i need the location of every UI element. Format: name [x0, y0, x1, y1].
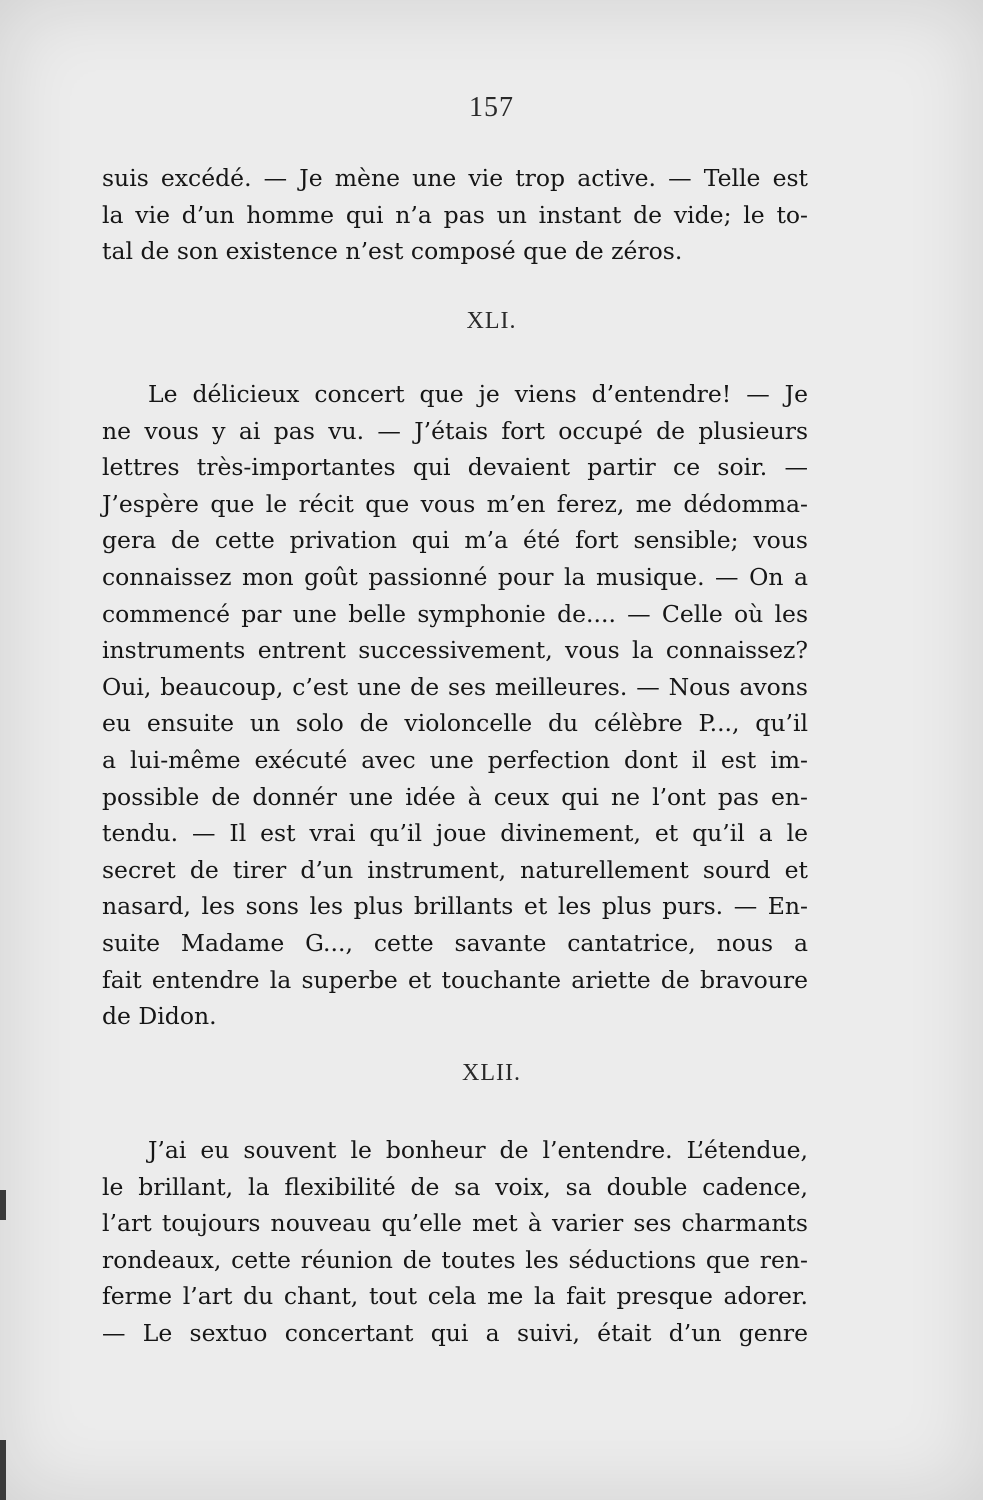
text-line: tendu. — Il est vrai qu’il joue divinement, et qu’il a le [102, 819, 808, 848]
text-line: la vie d’un homme qui n’a pas un instant de vide; le to- [102, 200, 808, 229]
text-line: ferme l’art du chant, tout cela me la fait presque adorer. [102, 1282, 808, 1311]
text-line: nasard, les sons les plus brillants et les plus purs. — En- [102, 892, 808, 921]
section-heading-xli: XLI. [466, 308, 517, 334]
text-line: J’ai eu souvent le bonheur de l’entendre. L’étendue, [148, 1136, 808, 1164]
text-line: rondeaux, cette réunion de toutes les séductions que ren- [102, 1245, 808, 1274]
text-line: lettres très-importantes qui devaient partir ce soir. — [102, 453, 808, 482]
text-line: commencé par une belle symphonie de.... — Celle où les [102, 599, 808, 628]
text-line: l’art toujours nouveau qu’elle met à varier ses charmants [102, 1209, 808, 1238]
text-line: — Le sextuo concertant qui a suivi, était d’un genre [102, 1318, 808, 1347]
paragraph-continued [102, 160, 808, 270]
page-edge-shadow-bottom [0, 1440, 6, 1500]
text-line: connaissez mon goût passionné pour la musique. — On a [102, 562, 808, 591]
paragraph-xli [102, 376, 808, 1035]
page-number: 157 [469, 92, 514, 123]
text-line: a lui-même exécuté avec une perfection dont il est im- [102, 745, 808, 774]
text-line: gera de cette privation qui m’a été fort sensible; vous [102, 526, 808, 555]
text-line: suis excédé. — Je mène une vie trop active. — Telle est [102, 164, 808, 192]
text-line: eu ensuite un solo de violoncelle du célèbre P..., qu’il [102, 709, 808, 738]
text-line: ne vous y ai pas vu. — J’étais fort occupé de plusieurs [102, 416, 808, 445]
section-heading-xlii: XLII. [462, 1060, 521, 1086]
text-line: instruments entrent successivement, vous la connaissez? [102, 636, 808, 665]
text-line: J’espère que le récit que vous m’en ferez, me dédomma- [102, 489, 808, 518]
paragraph-xlii [102, 1132, 808, 1352]
text-line: suite Madame G..., cette savante cantatrice, nous a [102, 928, 808, 957]
text-line: fait entendre la superbe et touchante ariette de bravoure [102, 965, 808, 994]
text-line: le brillant, la flexibilité de sa voix, sa double cadence, [102, 1172, 808, 1201]
text-line: secret de tirer d’un instrument, naturellement sourd et [102, 855, 808, 884]
text-line: Le délicieux concert que je viens d’entendre! — Je [148, 380, 808, 408]
text-line: Oui, beaucoup, c’est une de ses meilleures. — Nous avons [102, 672, 808, 701]
text-line: de Didon. [102, 1002, 217, 1031]
page-edge-shadow [0, 1190, 6, 1220]
text-line: possible de donnér une idée à ceux qui ne l’ont pas en- [102, 782, 808, 811]
text-line: tal de son existence n’est composé que de zéros. [102, 237, 683, 266]
